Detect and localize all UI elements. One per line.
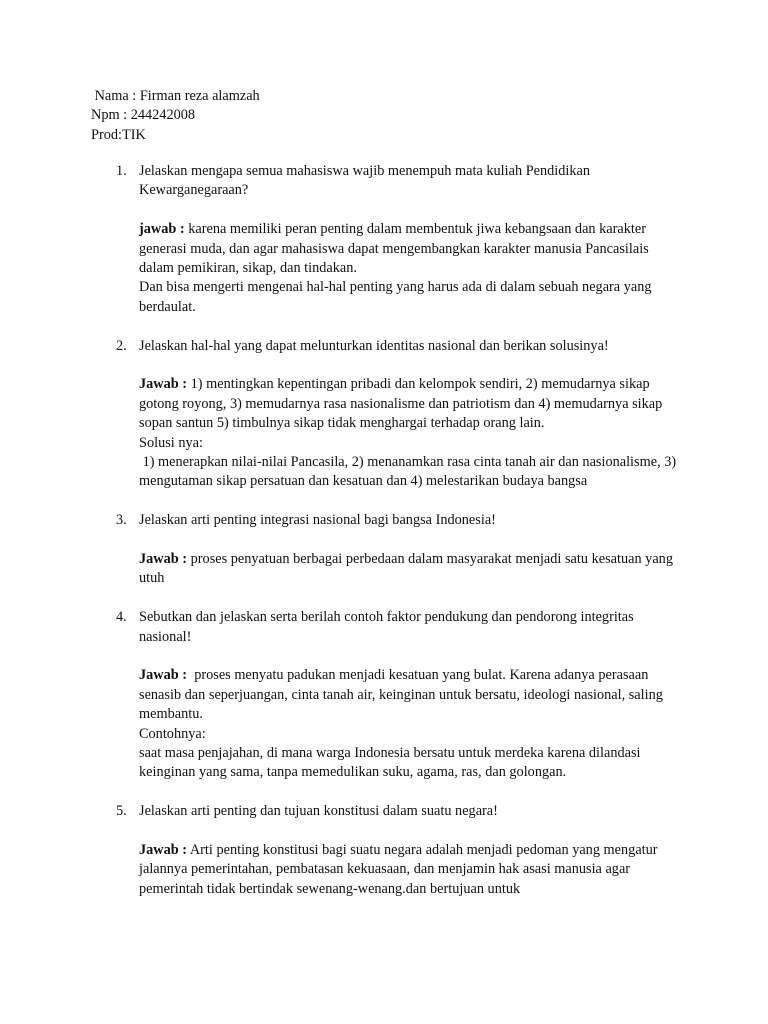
question-text: Jelaskan arti penting integrasi nasional bagi bangsa Indonesia! xyxy=(139,512,496,529)
question-text: Jelaskan arti penting dan tujuan konstitusi dalam suatu negara! xyxy=(139,803,498,820)
answer-label: Jawab : xyxy=(139,376,188,393)
answer-text: Arti penting konstitusi bagi suatu negara adalah menjadi pedoman yang mengatur jalannya pemerintahan, pembatasan kekuasaan, dan menjamin hak asasi manusia agar pemerintah tidak bertindak sewenang-wenang.dan bertujuan untuk xyxy=(139,842,662,897)
answer-block xyxy=(139,841,679,899)
answer-text: karena memiliki peran penting dalam membentuk jiwa kebangsaan dan karakter generasi muda, dan agar mahasiswa dapat mengembangkan karakter manusia Pancasilais dalam pemikiran, sikap, dan tindakan. xyxy=(139,221,653,277)
answer-block xyxy=(139,375,679,491)
answer-paragraph xyxy=(139,841,679,899)
question-list xyxy=(0,162,768,919)
answer-extra-line: 1) menerapkan nilai-nilai Pancasila, 2) menanamkan rasa cinta tanah air dan nasionalisme, 3) mengutaman sikap persatuan dan kesatuan dan 4) melestarikan budaya bangsa xyxy=(139,454,680,490)
question-item xyxy=(0,337,768,492)
answer-extra-line: Contohnya: xyxy=(139,725,206,742)
question-body xyxy=(139,608,679,783)
question-text: Jelaskan hal-hal yang dapat melunturkan identitas nasional dan berikan solusinya! xyxy=(139,337,609,354)
student-header xyxy=(91,87,260,145)
question-body xyxy=(139,511,679,589)
question-item xyxy=(0,608,768,783)
answer-label: Jawab : xyxy=(139,842,188,859)
student-prodi: Prod:TIK xyxy=(91,126,146,143)
question-number: 1. xyxy=(116,163,127,179)
answer-label: Jawab : xyxy=(139,667,188,684)
answer-block xyxy=(139,666,679,782)
student-name: Nama : Firman reza alamzah xyxy=(91,88,260,104)
question-text: Sebutkan dan jelaskan serta berilah contoh faktor pendukung dan pendorong integritas nasional! xyxy=(139,609,634,645)
question-number: 4. xyxy=(116,609,127,626)
answer-paragraph xyxy=(139,550,679,589)
question-body xyxy=(139,337,679,492)
answer-block xyxy=(139,550,679,589)
answer-text: proses penyatuan berbagai perbedaan dalam masyarakat menjadi satu kesatuan yang utuh xyxy=(139,551,677,587)
question-body xyxy=(139,162,679,317)
student-npm: Npm : 244242008 xyxy=(91,107,196,124)
question-number: 5. xyxy=(116,803,127,820)
answer-label: jawab : xyxy=(139,221,185,238)
answer-label: Jawab : xyxy=(139,551,188,568)
answer-block xyxy=(139,220,679,317)
answer-paragraph xyxy=(139,666,679,724)
answer-extra-line: Solusi nya: xyxy=(139,434,203,451)
answer-paragraph xyxy=(139,220,679,278)
answer-text: proses menyatu padukan menjadi kesatuan yang bulat. Karena adanya perasaan senasib dan seperjuangan, cinta tanah air, keinginan untuk bersatu, ideologi nasional, saling membantu. xyxy=(139,667,667,723)
question-item xyxy=(0,162,768,317)
question-body xyxy=(139,802,679,899)
answer-text: 1) mentingkan kepentingan pribadi dan kelompok sendiri, 2) memudarnya sikap gotong royong, 3) memudarnya rasa nasionalisme dan patriotism dan 4) memudarnya sikap sopan santun 5) timbulnya sikap tidak menghargai terhadap orang lain. xyxy=(139,376,666,432)
question-number: 2. xyxy=(116,337,127,354)
question-item xyxy=(0,802,768,899)
question-text: Jelaskan mengapa semua mahasiswa wajib menempuh mata kuliah Pendidikan Kewarganegaraan? xyxy=(139,163,591,199)
answer-paragraph xyxy=(139,375,679,433)
question-item xyxy=(0,511,768,589)
answer-extra-line: saat masa penjajahan, di mana warga Indonesia bersatu untuk merdeka karena dilandasi keinginan yang sama, tanpa memedulikan suku, agama, ras, dan golongan. xyxy=(139,745,645,781)
answer-extra-line: Dan bisa mengerti mengenai hal-hal penting yang harus ada di dalam sebuah negara yang berdaulat. xyxy=(139,279,656,315)
question-number: 3. xyxy=(116,512,127,529)
